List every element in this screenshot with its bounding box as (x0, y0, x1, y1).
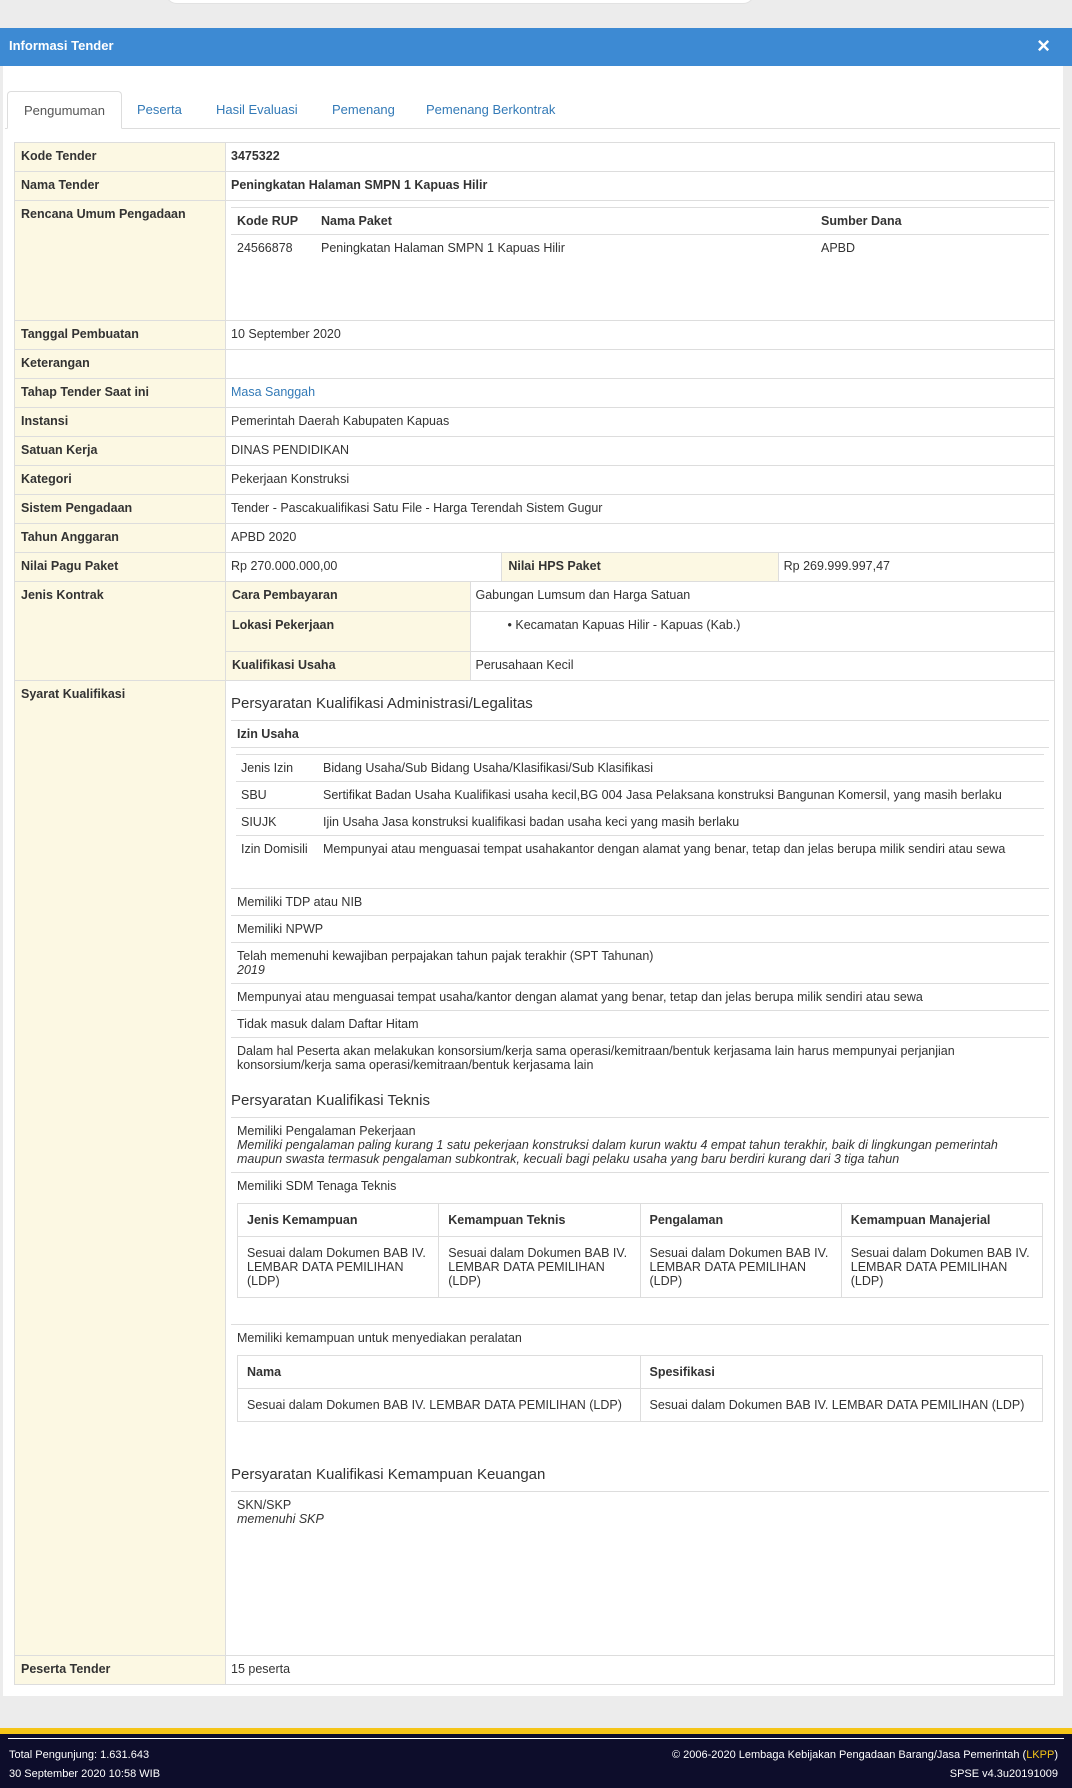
rup-cell (226, 201, 1055, 321)
value-nama-tender: Peningkatan Halaman SMPN 1 Kapuas Hilir (226, 172, 1055, 201)
izin-heading: Izin Usaha (231, 720, 1049, 747)
label-tanggal: Tanggal Pembuatan (15, 321, 226, 350)
value-kualifikasi-usaha: Perusahaan Kecil (470, 651, 1054, 680)
modal-body (3, 66, 1063, 1696)
sdm-title: Memiliki SDM Tenaga Teknis (237, 1179, 397, 1193)
peralatan-table (237, 1355, 1043, 1422)
copyright (672, 1749, 1058, 1761)
izin-type: SIUJK (236, 809, 318, 836)
admin-item: Memiliki NPWP (231, 915, 1049, 942)
announcement-content (14, 142, 1055, 1685)
rup-kode: 24566878 (237, 241, 293, 255)
sdm-header: Kemampuan Manajerial (841, 1204, 1042, 1237)
pengalaman-item (231, 1117, 1049, 1172)
izin-desc: Sertifikat Badan Usaha Kualifikasi usaha kecil,BG 004 Jasa Pelaksana konstruksi Bangunan Komersil, yang masih berlaku (318, 782, 1044, 809)
izin-block (231, 747, 1049, 888)
izin-type: Izin Domisili (236, 836, 318, 863)
spt-text: Telah memenuhi kewajiban perpajakan tahun pajak terakhir (SPT Tahunan) (237, 949, 654, 963)
peralatan-header: Nama (238, 1356, 641, 1389)
teknis-heading: Persyaratan Kualifikasi Teknis (231, 1092, 430, 1109)
izin-type: SBU (236, 782, 318, 809)
label-pagu: Nilai Pagu Paket (15, 553, 226, 582)
copyright-text: © 2006-2020 Lembaga Kebijakan Pengadaan Barang/Jasa Pemerintah ( (671, 1749, 1027, 1761)
label-syarat: Syarat Kualifikasi (15, 681, 226, 1656)
tab-pemenang[interactable]: Pemenang (332, 102, 395, 117)
label-satker: Satuan Kerja (15, 437, 226, 466)
value-lokasi: Kecamatan Kapuas Hilir - Kapuas (Kab.) (515, 617, 741, 632)
close-icon[interactable]: × (1037, 33, 1050, 58)
skn-item (231, 1491, 1049, 1532)
footer-accent-bar (0, 1728, 1072, 1734)
peralatan-header: Spesifikasi (640, 1356, 1043, 1389)
label-kategori: Kategori (15, 466, 226, 495)
tab-pengumuman[interactable]: Pengumuman (7, 91, 122, 129)
value-satker: DINAS PENDIDIKAN (226, 437, 1055, 466)
pengalaman-title: Memiliki Pengalaman Pekerjaan (237, 1124, 416, 1138)
sdm-item (231, 1172, 1049, 1324)
admin-item: Memiliki TDP atau NIB (231, 888, 1049, 915)
value-instansi: Pemerintah Daerah Kabupaten Kapuas (226, 408, 1055, 437)
sdm-header: Kemampuan Teknis (439, 1204, 640, 1237)
value-cara-bayar: Gabungan Lumsum dan Harga Satuan (470, 582, 1054, 611)
admin-item: Tidak masuk dalam Daftar Hitam (231, 1010, 1049, 1037)
sdm-cell: Sesuai dalam Dokumen BAB IV. LEMBAR DATA PEMILIHAN (LDP) (439, 1237, 640, 1298)
label-tahun: Tahun Anggaran (15, 524, 226, 553)
label-kode-tender: Kode Tender (15, 143, 226, 172)
kontrak-cell (226, 582, 1055, 681)
skn-title: SKN/SKP (237, 1498, 292, 1512)
rup-sumber: APBD (821, 241, 856, 255)
peralatan-cell: Sesuai dalam Dokumen BAB IV. LEMBAR DATA PEMILIHAN (LDP) (238, 1389, 641, 1422)
footer-datetime: 30 September 2020 10:58 WIB (9, 1768, 161, 1780)
page-footer (0, 1728, 1072, 1788)
lokasi-cell (470, 611, 1054, 651)
search-pill (165, 0, 755, 4)
peralatan-title: Memiliki kemampuan untuk menyediakan peralatan (237, 1331, 522, 1345)
sdm-cell: Sesuai dalam Dokumen BAB IV. LEMBAR DATA PEMILIHAN (LDP) (841, 1237, 1042, 1298)
label-kualifikasi-usaha: Kualifikasi Usaha (226, 651, 470, 680)
lkpp-link[interactable]: LKPP (1026, 1749, 1055, 1761)
izin-type: Jenis Izin (236, 755, 318, 782)
rup-table (231, 207, 1049, 261)
keuangan-heading: Persyaratan Kualifikasi Kemampuan Keuangan (231, 1466, 546, 1483)
sdm-header: Jenis Kemampuan (238, 1204, 439, 1237)
peralatan-cell: Sesuai dalam Dokumen BAB IV. LEMBAR DATA PEMILIHAN (LDP) (640, 1389, 1043, 1422)
label-cara-bayar: Cara Pembayaran (226, 582, 470, 611)
admin-item: Dalam hal Peserta akan melakukan konsorsium/kerja sama operasi/kemitraan/bentuk kerjasama lain harus mempunyai perjanjian konsorsium/kerja sama operasi/kemitraan/bentuk kerjasama lain (231, 1037, 1049, 1078)
tab-bar (5, 91, 1060, 129)
modal-title: Informasi Tender (9, 38, 114, 53)
izin-desc: Mempunyai atau menguasai tempat usahakantor dengan alamat yang benar, tetap dan jelas berupa milik sendiri atau sewa (318, 836, 1044, 863)
tahap-link[interactable]: Masa Sanggah (231, 385, 316, 399)
admin-heading: Persyaratan Kualifikasi Administrasi/Legalitas (231, 695, 533, 712)
value-kode-tender: 3475322 (226, 143, 1055, 172)
lokasi-bullet: • (507, 617, 516, 632)
rup-header-sumber: Sumber Dana (821, 214, 902, 228)
tender-info-table (14, 142, 1055, 1685)
rup-nama: Peningkatan Halaman SMPN 1 Kapuas Hilir (321, 241, 565, 255)
kontrak-table (226, 582, 1054, 680)
value-kategori: Pekerjaan Konstruksi (226, 466, 1055, 495)
value-peserta: 15 peserta (226, 1656, 1055, 1685)
label-sistem: Sistem Pengadaan (15, 495, 226, 524)
spt-item (231, 942, 1049, 983)
izin-desc: Ijin Usaha Jasa konstruksi kualifikasi badan usaha keci yang masih berlaku (318, 809, 1044, 836)
admin-item: Mempunyai atau menguasai tempat usaha/kantor dengan alamat yang benar, tetap dan jelas berupa milik sendiri atau sewa (231, 983, 1049, 1010)
label-jenis-kontrak: Jenis Kontrak (15, 582, 226, 681)
label-keterangan: Keterangan (15, 350, 226, 379)
izin-table (236, 754, 1044, 862)
label-hps: Nilai HPS Paket (502, 553, 778, 582)
app-version: SPSE v4.3u20191009 (949, 1768, 1058, 1780)
value-keterangan (226, 350, 1055, 379)
syarat-cell (226, 681, 1055, 1656)
value-pagu: Rp 270.000.000,00 (226, 553, 502, 582)
izin-desc: Bidang Usaha/Sub Bidang Usaha/Klasifikasi/Sub Klasifikasi (318, 755, 1044, 782)
tab-pemenang-berkontrak[interactable]: Pemenang Berkontrak (426, 102, 556, 117)
rup-header-nama: Nama Paket (321, 214, 392, 228)
sdm-table (237, 1203, 1043, 1298)
value-tahun: APBD 2020 (226, 524, 1055, 553)
value-tanggal: 10 September 2020 (226, 321, 1055, 350)
sdm-header: Pengalaman (640, 1204, 841, 1237)
sdm-cell: Sesuai dalam Dokumen BAB IV. LEMBAR DATA PEMILIHAN (LDP) (640, 1237, 841, 1298)
visitor-count: Total Pengunjung: 1.631.643 (9, 1749, 150, 1761)
label-rup: Rencana Umum Pengadaan (15, 201, 226, 321)
tab-peserta[interactable]: Peserta (137, 102, 182, 117)
value-sistem: Tender - Pascakualifikasi Satu File - Harga Terendah Sistem Gugur (226, 495, 1055, 524)
top-strip (0, 0, 1072, 28)
value-hps: Rp 269.999.997,47 (778, 553, 1054, 582)
skn-desc: memenuhi SKP (237, 1512, 324, 1526)
spt-year: 2019 (237, 963, 265, 977)
footer-divider (8, 1738, 1064, 1739)
peralatan-item (231, 1324, 1049, 1452)
label-lokasi: Lokasi Pekerjaan (226, 611, 470, 651)
sdm-cell: Sesuai dalam Dokumen BAB IV. LEMBAR DATA PEMILIHAN (LDP) (238, 1237, 439, 1298)
label-peserta: Peserta Tender (15, 1656, 226, 1685)
label-instansi: Instansi (15, 408, 226, 437)
pengalaman-desc: Memiliki pengalaman paling kurang 1 satu pekerjaan konstruksi dalam kurun waktu 4 empat tahun terakhir, baik di lingkungan pemerintah maupun swasta termasuk pengalaman subkontrak, kecuali bagi pelaku usaha yang baru berdiri kurang dari 3 tiga tahun (237, 1138, 998, 1166)
label-nama-tender: Nama Tender (15, 172, 226, 201)
rup-header-kode: Kode RUP (237, 214, 299, 228)
label-tahap: Tahap Tender Saat ini (15, 379, 226, 408)
tab-hasil-evaluasi[interactable]: Hasil Evaluasi (216, 102, 298, 117)
copyright-close: ) (1054, 1749, 1058, 1761)
modal-header (0, 28, 1072, 66)
